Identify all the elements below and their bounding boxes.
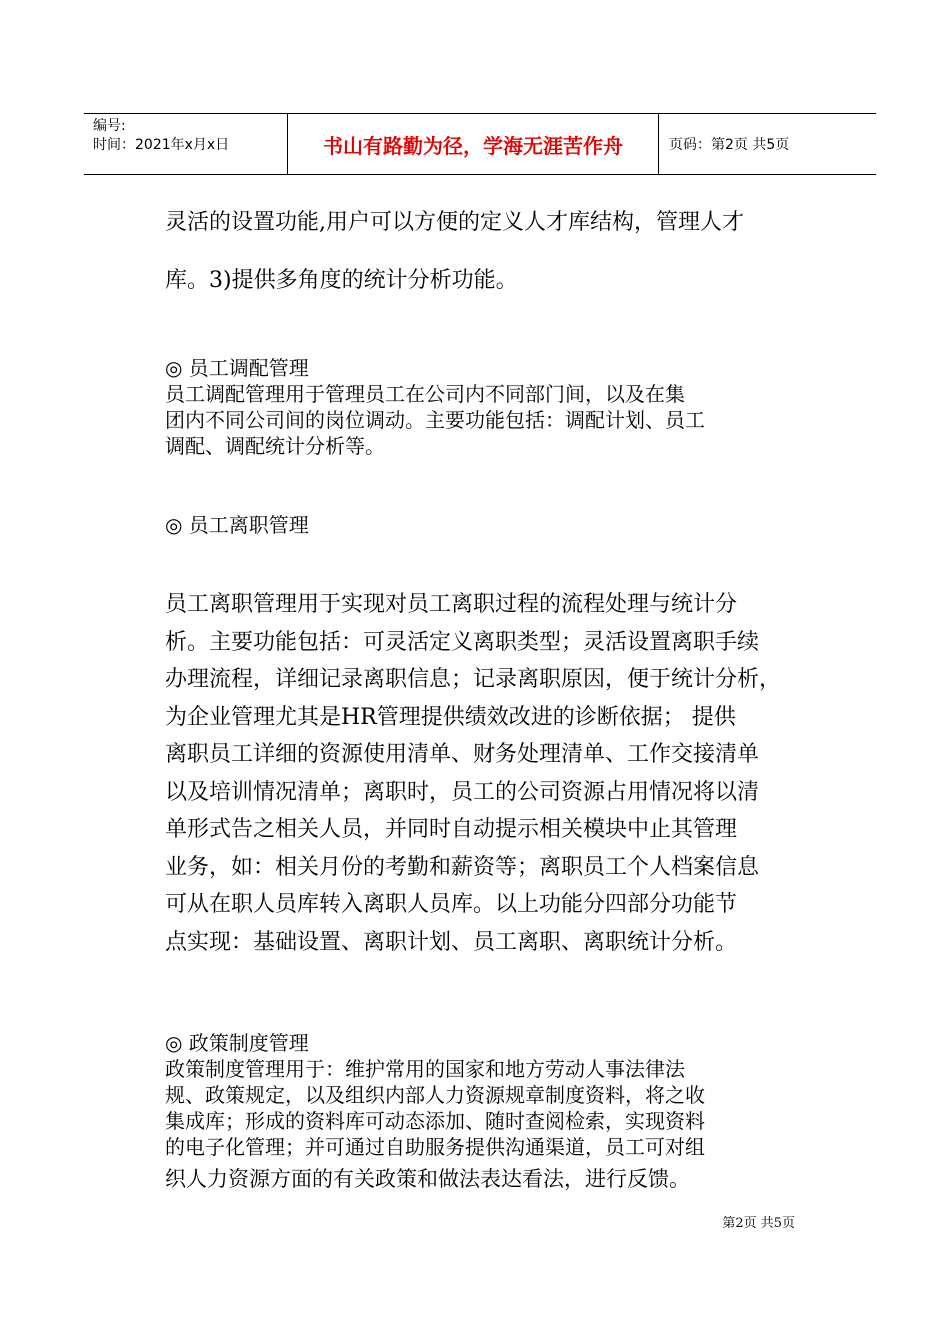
paragraph-line: 的电子化管理；并可通过自助服务提供沟通渠道，员工可对组 bbox=[165, 1135, 705, 1159]
section-heading: ◎ 员工调配管理 bbox=[165, 356, 309, 380]
header-meta bbox=[84, 114, 287, 174]
paragraph-line: 业务，如：相关月份的考勤和薪资等；离职员工个人档案信息 bbox=[165, 854, 760, 880]
paragraph-line: 规、政策规定，以及组织内部人力资源规章制度资料，将之收 bbox=[165, 1083, 705, 1107]
paragraph-line: 可从在职人员库转入离职人员库。以上功能分四部分功能节 bbox=[165, 892, 738, 917]
document-header bbox=[84, 113, 876, 175]
paragraph-line: 员工调配管理用于管理员工在公司内不同部门间，以及在集 bbox=[165, 382, 685, 406]
paragraph-line: 员工离职管理用于实现对员工离职过程的流程处理与统计分 bbox=[165, 592, 738, 617]
section-resign-body bbox=[165, 586, 805, 961]
section-policy bbox=[165, 1030, 805, 1160]
section-resign-heading: ◎ 员工离职管理 bbox=[165, 513, 309, 537]
paragraph-line: 办理流程，详细记录离职信息；记录离职原因，便于统计分析， bbox=[165, 667, 782, 692]
intro-line: 库。3)提供多角度的统计分析功能。 bbox=[165, 267, 518, 293]
paragraph-line: 点实现：基础设置、离职计划、员工离职、离职统计分析。 bbox=[165, 929, 738, 955]
header-motto: 书山有路勤为径，学海无涯苦作舟 bbox=[287, 114, 659, 174]
paragraph-line: 团内不同公司间的岗位调动。主要功能包括：调配计划、员工 bbox=[165, 408, 705, 432]
paragraph-line: 为企业管理尤其是HR管理提供绩效改进的诊断依据； 提供 bbox=[165, 704, 736, 730]
paragraph-line: 集成库；形成的资料库可动态添加、随时查阅检索，实现资料 bbox=[165, 1109, 705, 1133]
paragraph-line: 以及培训情况清单；离职时，员工的公司资源占用情况将以清 bbox=[165, 779, 760, 805]
section-heading: ◎ 政策制度管理 bbox=[165, 1031, 309, 1055]
intro-line: 灵活的设置功能,用户可以方便的定义人才库结构，管理人才 bbox=[165, 210, 744, 235]
paragraph-line: 析。主要功能包括：可灵活定义离职类型；灵活设置离职手续 bbox=[165, 629, 760, 655]
paragraph-line: 离职员工详细的资源使用清单、财务处理清单、工作交接清单 bbox=[165, 742, 760, 767]
paragraph-line: 织人力资源方面的有关政策和做法表达看法，进行反馈。 bbox=[165, 1167, 690, 1191]
time-label: 时间：2021年x月x日 bbox=[93, 137, 230, 153]
paragraph-line: 政策制度管理用于：维护常用的国家和地方劳动人事法律法 bbox=[165, 1057, 685, 1081]
number-label: 编号: bbox=[93, 118, 126, 134]
header-page-info: 页码：第2页 共5页 bbox=[669, 137, 790, 153]
paragraph-line: 调配、调配统计分析等。 bbox=[165, 434, 385, 458]
intro-paragraph bbox=[165, 204, 805, 299]
paragraph-line: 单形式告之相关人员，并同时自动提示相关模块中止其管理 bbox=[165, 817, 738, 842]
section-transfer bbox=[165, 355, 805, 459]
page-footer: 第2页 共5页 bbox=[722, 1216, 795, 1231]
